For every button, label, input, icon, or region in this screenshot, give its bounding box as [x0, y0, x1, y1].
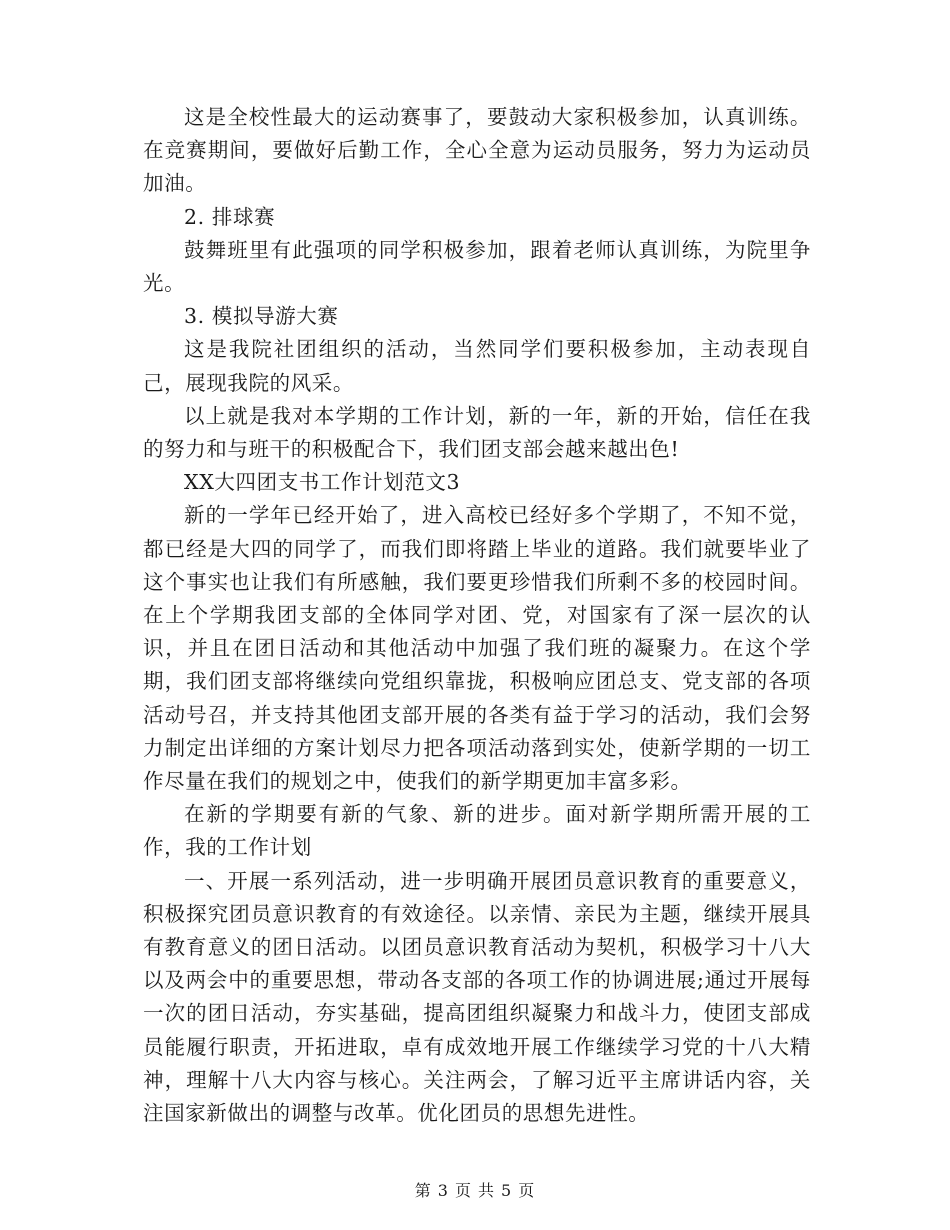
footer-page-label: 页 [454, 1181, 472, 1200]
paragraph-new-school-year: 新的一学年已经开始了，进入高校已经好多个学期了，不知不觉，都已经是大四的同学了，而我们即将踏上毕业的道路。我们就要毕业了这个事实也让我们有所感触，我们要更珍惜我们所剩不多的校园时间。在上个学期我团支部的全体同学对团、党，对国家有了深一层次的认识，并且在团日活动和其他活动中加强了我们班的凝聚力。在这个学期，我们团支部将继续向党组织靠拢，积极响应团总支、党支部的各项活动号召，并支持其他团支部开展的各类有益于学习的活动，我们会努力制定出详细的方案计划尽力把各项活动落到实处，使新学期的一切工作尽量在我们的规划之中，使我们的新学期更加丰富多彩。 [143, 503, 811, 794]
paragraph-conclusion: 以上就是我对本学期的工作计划，新的一年，新的开始，信任在我的努力和与班干的积极配合下，我们团支部会越来越出色! [143, 403, 811, 462]
document-body [143, 101, 811, 1130]
heading-tour-guide-contest: 3. 模拟导游大赛 [184, 304, 339, 329]
paragraph-tour-guide-contest: 这是我院社团组织的活动，当然同学们要积极参加，主动表现自己，展现我院的风采。 [143, 337, 811, 395]
paragraph-volleyball: 鼓舞班里有此强项的同学积极参加，跟着老师认真训练，为院里争光。 [143, 237, 811, 296]
section-title-sample-3: XX大四团支书工作计划范文3 [184, 470, 461, 495]
footer-prefix: 第 [414, 1181, 432, 1200]
page-footer [0, 1178, 950, 1201]
footer-total-pages: 5 [501, 1181, 513, 1200]
footer-current-page: 3 [437, 1181, 449, 1200]
paragraph-plan-item-1: 一、开展一系列活动，进一步明确开展团员意识教育的重要意义，积极探究团员意识教育的有效途径。以亲情、亲民为主题，继续开展具有教育意义的团日活动。以团员意识教育活动为契机，积极学习十八大以及两会中的重要思想，带动各支部的各项工作的协调进展;通过开展每一次的团日活动，夯实基础，提高团组织凝聚力和战斗力，使团支部成员能履行职责，开拓进取，卓有成效地开展工作继续学习党的十八大精神，理解十八大内容与核心。关注两会，了解习近平主席讲话内容，关注国家新做出的调整与改革。优化团员的思想先进性。 [143, 868, 811, 1126]
footer-suffix: 页 [518, 1181, 536, 1200]
paragraph-sports-meet: 这是全校性最大的运动赛事了，要鼓动大家积极参加，认真训练。在竞赛期间，要做好后勤工作，全心全意为运动员服务，努力为运动员加油。 [143, 105, 811, 196]
footer-total-label: 共 [478, 1181, 496, 1200]
heading-volleyball: 2. 排球赛 [184, 204, 276, 229]
paragraph-new-semester: 在新的学期要有新的气象、新的进步。面对新学期所需开展的工作，我的工作计划 [143, 802, 811, 860]
